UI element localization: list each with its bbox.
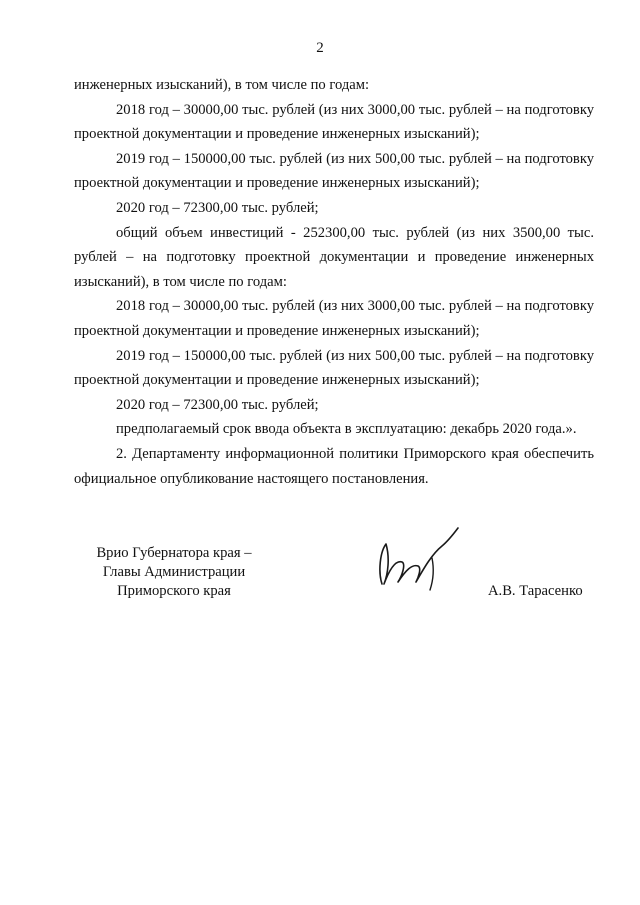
paragraph: 2018 год – 30000,00 тыс. рублей (из них 3000,00 тыс. рублей – на подготовку проектной документации и проведение инженерных изысканий); [74,298,594,339]
paragraph: 2019 год – 150000,00 тыс. рублей (из них 500,00 тыс. рублей – на подготовку проектной документации и проведение инженерных изысканий); [74,150,594,192]
handwritten-signature [372,524,464,594]
paragraph: 2020 год – 72300,00 тыс. рублей; [116,199,319,216]
paragraph: инженерных изысканий), в том числе по годам: [74,77,370,93]
page-number: 2 [316,40,324,56]
paragraph: 2020 год – 72300,00 тыс. рублей; [116,396,319,413]
paragraph: предполагаемый срок ввода объекта в эксплуатацию: декабрь 2020 года.». [116,421,577,438]
paragraph: общий объем инвестиций - 252300,00 тыс. рублей (из них 3500,00 тыс. рублей – на подготовку проектной документации и проведение инженерных изысканий), в том числе по годам: [74,224,594,290]
signatory-position [74,544,274,601]
signatory-position-line: Главы Администрации [102,564,246,580]
paragraph: 2019 год – 150000,00 тыс. рублей (из них 500,00 тыс. рублей – на подготовку проектной документации и проведение инженерных изысканий); [74,347,594,389]
paragraph: 2018 год – 30000,00 тыс. рублей (из них 3000,00 тыс. рублей – на подготовку проектной документации и проведение инженерных изысканий); [74,101,594,143]
document-body [74,73,594,491]
paragraph: 2. Департаменту информационной политики Приморского края обеспечить официальное опубликование настоящего постановления. [74,445,594,487]
signatory-position-line: Врио Губернатора края – [96,545,252,561]
signatory-name: А.В. Тарасенко [488,583,583,599]
signatory-position-line: Приморского края [117,583,231,599]
